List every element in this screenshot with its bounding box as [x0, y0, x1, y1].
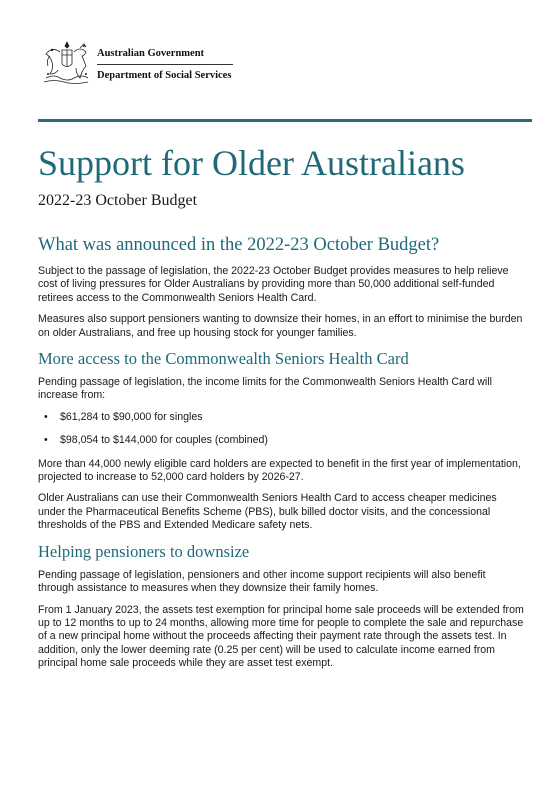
- paragraph: Subject to the passage of legislation, the 2022-23 October Budget provides measures to help relieve cost of living pressures for Older Australians by providing more than 50,000 additional self-funded retirees access to the Commonwealth Seniors Health Card.: [38, 265, 509, 304]
- header-rule: [38, 119, 532, 122]
- income-limits-list: [38, 411, 524, 448]
- coat-of-arms-icon: [38, 38, 96, 86]
- section-heading: What was announced in the 2022-23 October Budget?: [38, 235, 440, 255]
- paragraph: Older Australians can use their Commonwealth Seniors Health Card to access cheaper medicines under the Pharmaceutical Benefits Scheme (PBS), bulk billed doctor visits, and the concessional thresholds of the PBS and Extended Medicare safety nets.: [38, 492, 497, 532]
- list-item-text: $61,284 to $90,000 for singles: [60, 410, 203, 423]
- paragraph: From 1 January 2023, the assets test exemption for principal home sale proceeds will be extended from up to 12 months to up to 24 months, allowing more time for people to complete the sale and repurchase of a new principal home without the proceeds affecting their payment rate through the assets test. In addition, only the lower deeming rate (0.25 per cent) will be used to calculate income earned from principal home sale proceeds while they are asset test exempt.: [38, 603, 524, 670]
- government-branding: [97, 47, 237, 82]
- bullet-icon: •: [44, 434, 48, 447]
- list-item-text: $98,054 to $144,000 for couples (combined): [60, 434, 268, 447]
- page-title: Support for Older Australians: [38, 143, 465, 183]
- section-announcement: [38, 233, 524, 340]
- page-subtitle: 2022-23 October Budget: [38, 192, 198, 209]
- section-seniors-health-card: [38, 348, 524, 533]
- paragraph: Pending passage of legislation, pensioners and other income support recipients will also benefit through assistance to measures when they downsize their family homes.: [38, 568, 486, 595]
- government-name: Australian Government: [97, 48, 205, 59]
- list-item: [38, 434, 524, 447]
- paragraph: More than 44,000 newly eligible card holders are expected to benefit in the first year of implementation, projected to increase to 52,000 card holders by 2026-27.: [38, 457, 521, 484]
- paragraph: Measures also support pensioners wanting to downsize their homes, in an effort to minimise the burden on older Australians, and free up housing stock for younger families.: [38, 313, 523, 339]
- section-heading: More access to the Commonwealth Seniors Health Card: [38, 349, 409, 369]
- section-heading: Helping pensioners to downsize: [38, 541, 250, 561]
- paragraph: Pending passage of legislation, the income limits for the Commonwealth Seniors Health Card will increase from:: [38, 376, 492, 402]
- department-name: Department of Social Services: [97, 70, 232, 81]
- branding-divider: [97, 64, 233, 65]
- document-body: [38, 233, 524, 679]
- bullet-icon: •: [44, 410, 48, 423]
- list-item: [38, 411, 524, 424]
- section-downsize: [38, 541, 524, 671]
